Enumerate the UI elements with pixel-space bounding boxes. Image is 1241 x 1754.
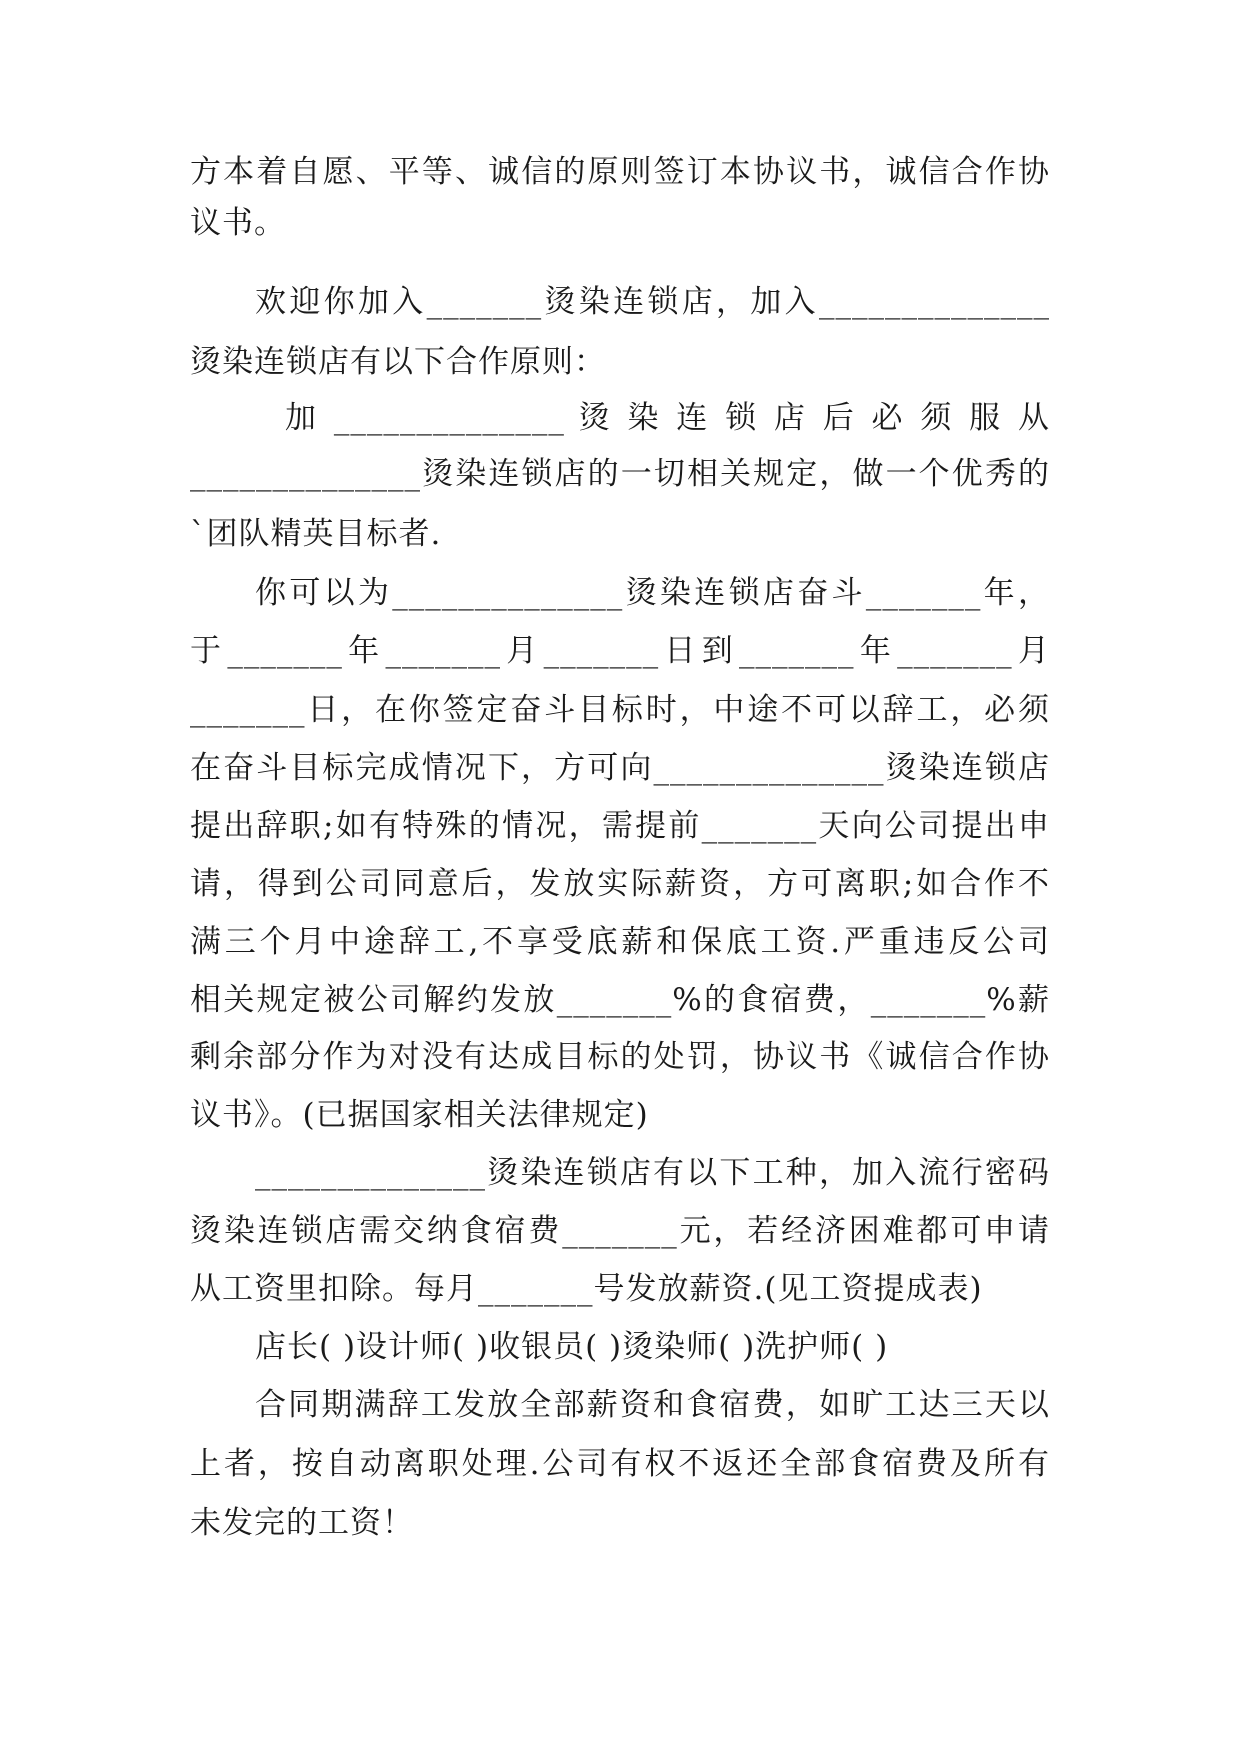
text-line: ______________烫染连锁店的一切相关规定，做一个优秀的 [190,456,1050,492]
text-line: 提出辞职;如有特殊的情况，需提前_______天向公司提出申 [190,808,1050,844]
text-line: 从工资里扣除。每月_______号发放薪资.(见工资提成表) [190,1271,983,1307]
text-line: 未发完的工资！ [190,1505,414,1541]
text-line: 上者，按自动离职处理.公司有权不返还全部食宿费及所有 [190,1446,1050,1482]
text-line: 烫染连锁店需交纳食宿费_______元，若经济困难都可申请 [190,1213,1050,1249]
text-line: 你可以为______________烫染连锁店奋斗_______年， [255,575,1050,611]
text-line: 请，得到公司同意后，发放实际薪资，方可离职;如合作不 [190,866,1050,902]
text-line: 相关规定被公司解约发放_______%的食宿费，_______%薪 [190,982,1050,1018]
text-line: _______日，在你签定奋斗目标时，中途不可以辞工，必须 [190,692,1050,728]
text-line: 剩余部分作为对没有达成目标的处罚，协议书《诚信合作协 [190,1039,1050,1075]
text-line: 方本着自愿、平等、诚信的原则签订本协议书，诚信合作协 [190,154,1050,190]
text-line: 店长( )设计师( )收银员( )烫染师( )洗护师( ) [255,1329,889,1365]
text-line: 欢迎你加入_______烫染连锁店，加入______________ [255,284,1050,320]
text-line: 议书。 [190,205,286,241]
text-line: 满三个月中途辞工,不享受底薪和保底工资.严重违反公司 [190,924,1050,960]
text-line: 合同期满辞工发放全部薪资和食宿费，如旷工达三天以 [255,1387,1050,1423]
text-line: 在奋斗目标完成情况下，方可向______________烫染连锁店 [190,750,1050,786]
text-line: 议书》。(已据国家相关法律规定) [190,1097,649,1133]
text-line: `团队精英目标者. [190,516,442,552]
text-line: 于_______年_______月_______日到_______年_______月 [190,633,1050,669]
text-line: 烫染连锁店有以下合作原则： [190,344,606,380]
text-line: 加 ______________ 烫 染 连 锁 店 后 必 须 服 从 [285,400,1050,436]
text-line: ______________烫染连锁店有以下工种，加入流行密码 [255,1155,1050,1191]
